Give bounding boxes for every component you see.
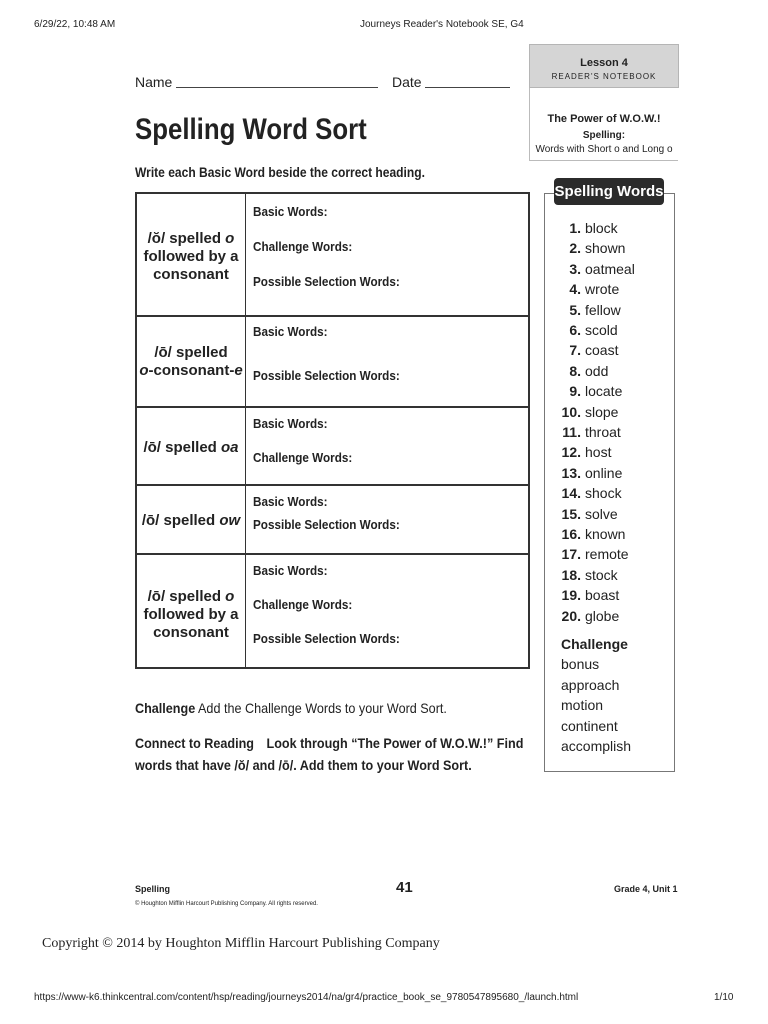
- basic-words-label: Basic Words:: [253, 204, 328, 219]
- spelling-word-number: 8.: [569, 362, 581, 379]
- basic-words-label: Basic Words:: [253, 563, 328, 578]
- connect-para-line1: Look through “The Power of W.O.W.!” Find: [266, 735, 524, 751]
- spelling-words-title: Spelling Words: [554, 178, 664, 205]
- skill-label: Spelling:: [582, 130, 626, 141]
- spelling-word-text: throat: [585, 424, 621, 440]
- instructions: Write each Basic Word beside the correct heading.: [135, 164, 425, 180]
- challenge-word-item: continent: [561, 717, 618, 734]
- challenge-word-item: bonus: [561, 656, 600, 672]
- date-label: Date: [392, 74, 422, 90]
- challenge-word-item: motion: [561, 697, 604, 713]
- connect-paragraph: [135, 735, 523, 751]
- challenge-words-label: Challenge Words:: [253, 450, 353, 465]
- connect-para-line2: words that have /ŏ/ and /ō/. Add them to your Word Sort.: [135, 757, 472, 773]
- selection-words-label: Possible Selection Words:: [253, 368, 400, 383]
- selection-words-label: Possible Selection Words:: [253, 631, 400, 646]
- spelling-word-text: known: [585, 526, 626, 542]
- spelling-word-number: 3.: [569, 260, 581, 277]
- heading-long-o-consonant: /ō/ spelled o followed by a consonant: [143, 588, 239, 641]
- spelling-word-text: odd: [585, 362, 609, 379]
- challenge-words-label: Challenge Words:: [253, 239, 353, 254]
- page-title: Spelling Word Sort: [135, 113, 367, 146]
- spelling-word-number: 7.: [569, 342, 581, 359]
- spelling-word-number: 1.: [569, 220, 581, 236]
- challenge-word-item: approach: [561, 676, 620, 693]
- challenge-paragraph: [135, 700, 447, 716]
- spelling-word-number: 14.: [561, 485, 581, 502]
- spelling-word-text: boast: [585, 587, 620, 604]
- heading-long-o-ow: /ō/ spelled ow: [141, 512, 241, 529]
- spelling-word-text: online: [585, 464, 623, 481]
- spelling-word-text: remote: [585, 546, 629, 563]
- spelling-word-number: 15.: [561, 505, 581, 522]
- spelling-word-number: 6.: [569, 322, 581, 338]
- basic-words-label: Basic Words:: [253, 494, 328, 509]
- notebook-label: READER'S NOTEBOOK: [551, 72, 657, 81]
- spelling-word-number: 9.: [569, 383, 581, 400]
- spelling-word-number: 19.: [561, 587, 581, 604]
- spelling-word-number: 10.: [561, 403, 581, 420]
- footer-subject: Spelling: [135, 884, 171, 894]
- challenge-para-label: Challenge: [135, 700, 196, 716]
- spelling-word-text: globe: [585, 607, 620, 624]
- name-label: Name: [135, 74, 173, 90]
- skill-pattern: Words with Short o and Long o: [535, 144, 673, 155]
- spelling-word-number: 13.: [561, 464, 581, 481]
- basic-words-label: Basic Words:: [253, 324, 328, 339]
- spelling-word-text: shown: [585, 240, 626, 257]
- challenge-para-text: Add the Challenge Words to your Word Sort.: [198, 700, 447, 716]
- spelling-word-text: scold: [585, 322, 618, 338]
- spelling-word-number: 18.: [561, 566, 581, 583]
- lesson-info: [529, 88, 678, 161]
- heading-long-o-oa: /ō/ spelled oa: [143, 439, 239, 456]
- spelling-word-number: 11.: [562, 424, 581, 440]
- connect-para-label: Connect to Reading: [135, 735, 255, 751]
- spelling-word-number: 12.: [561, 444, 581, 461]
- print-page-count: 1/10: [714, 992, 734, 1003]
- spelling-word-number: 4.: [569, 281, 581, 298]
- spelling-word-text: solve: [585, 505, 618, 522]
- spelling-word-text: block: [585, 220, 618, 236]
- spelling-word-number: 20.: [561, 607, 581, 624]
- page-number: 41: [396, 879, 413, 896]
- footer-grade: Grade 4, Unit 1: [614, 884, 678, 894]
- lesson-number: Lesson 4: [580, 57, 628, 69]
- spelling-word-text: shock: [585, 485, 622, 502]
- print-title: Journeys Reader's Notebook SE, G4: [360, 19, 524, 30]
- spelling-word-number: 17.: [561, 546, 581, 563]
- heading-short-o: /ŏ/ spelled o followed by a consonant: [143, 230, 239, 283]
- spelling-word-text: stock: [585, 566, 618, 583]
- print-datetime: 6/29/22, 10:48 AM: [34, 19, 116, 30]
- challenge-words-label: Challenge Words:: [253, 597, 353, 612]
- spelling-word-text: slope: [585, 403, 619, 420]
- lesson-badge: [529, 44, 679, 88]
- footer-rights: © Houghton Mifflin Harcourt Publishing Company. All rights reserved.: [135, 901, 318, 907]
- spelling-word-text: oatmeal: [585, 260, 635, 277]
- spelling-word-number: 16.: [561, 526, 581, 542]
- word-sort-table: [135, 192, 530, 669]
- spelling-word-number: 5.: [569, 301, 581, 318]
- heading-long-o-cve: /ō/ spelled o-consonant-e: [139, 344, 243, 379]
- copyright-notice: Copyright © 2014 by Houghton Mifflin Harcourt Publishing Company: [42, 936, 440, 951]
- spelling-word-number: 2.: [569, 240, 581, 257]
- selection-words-label: Possible Selection Words:: [253, 274, 400, 289]
- name-field[interactable]: [176, 87, 378, 88]
- challenge-word-item: accomplish: [561, 738, 632, 754]
- basic-words-label: Basic Words:: [253, 416, 328, 431]
- spelling-word-text: fellow: [585, 301, 621, 318]
- challenge-words-title: Challenge: [561, 636, 628, 652]
- spelling-word-text: locate: [585, 383, 623, 400]
- spelling-word-text: wrote: [585, 281, 620, 298]
- date-field[interactable]: [425, 87, 510, 88]
- story-title: The Power of W.O.W.!: [547, 113, 661, 125]
- spelling-word-text: coast: [585, 342, 619, 359]
- selection-words-label: Possible Selection Words:: [253, 517, 400, 532]
- print-url: https://www-k6.thinkcentral.com/content/hsp/reading/journeys2014/na/gr4/practice_book_se_9780547895680_/launch.html: [34, 992, 579, 1003]
- spelling-word-text: host: [585, 444, 612, 461]
